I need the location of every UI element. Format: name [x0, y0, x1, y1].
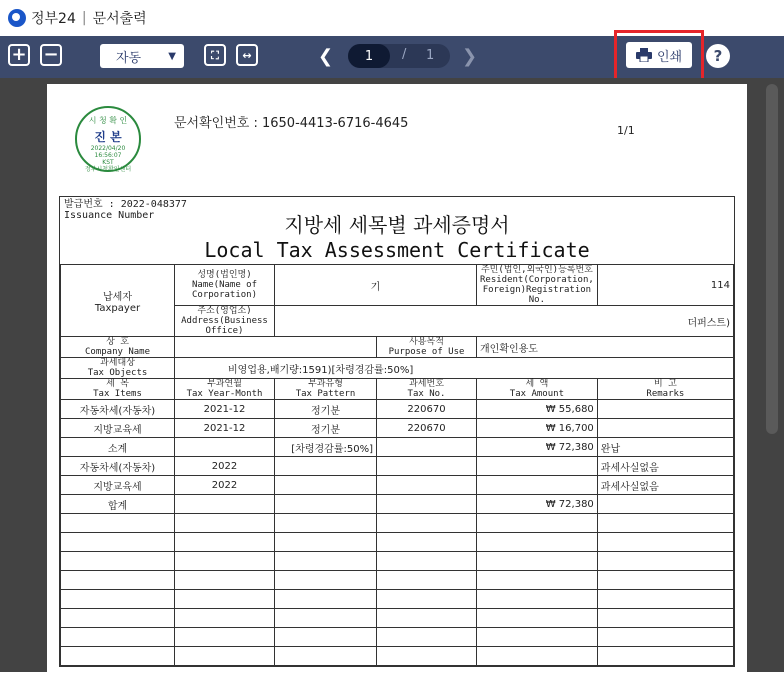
taxpayer-label-en: Taxpayer: [94, 302, 141, 314]
minus-icon: −: [43, 44, 59, 65]
table-cell: 과세사실없음: [597, 457, 733, 476]
empty-cell: [377, 533, 477, 552]
stamp-time: 16:56:07: [94, 152, 122, 159]
help-button[interactable]: [706, 44, 730, 68]
document-page: [47, 84, 747, 684]
table-cell: [275, 457, 377, 476]
purpose-label-en: Purpose of Use: [388, 347, 465, 357]
empty-cell: [377, 590, 477, 609]
empty-cell: [61, 552, 175, 571]
table-cell: 자동차세(자동차): [61, 400, 175, 419]
empty-cell: [377, 609, 477, 628]
table-cell: ₩ 72,380: [477, 495, 598, 514]
empty-cell: [61, 609, 175, 628]
empty-cell: [275, 647, 377, 666]
table-cell: ₩ 55,680: [477, 400, 598, 419]
table-row: [61, 495, 734, 514]
empty-cell: [477, 514, 598, 533]
objects-label-en: Tax Objects: [87, 368, 148, 378]
issuance-number: [64, 199, 187, 221]
certificate-title-en: Local Tax Assessment Certificate: [204, 238, 590, 262]
table-cell: [377, 438, 477, 457]
rrn-label: [477, 265, 598, 306]
print-label: 인쇄: [656, 49, 683, 65]
issuance-number-ko: 발급번호 : 2022-048377: [64, 199, 187, 210]
table-row: [61, 400, 734, 419]
table-row: [61, 438, 734, 457]
table-cell: 과세사실없음: [597, 476, 733, 495]
empty-cell: [597, 590, 733, 609]
table-cell: [차령경감률:50%]: [275, 438, 377, 457]
gov24-logo-icon: [8, 9, 26, 27]
empty-cell: [597, 552, 733, 571]
column-header: [61, 379, 175, 400]
column-header-en: Tax Items: [93, 389, 142, 399]
column-header-ko: 과세번호: [409, 379, 444, 389]
table-header-row: [61, 379, 734, 400]
empty-cell: [275, 609, 377, 628]
table-cell: [175, 495, 275, 514]
name-label-ko: 성명(법인명): [197, 270, 252, 280]
empty-cell: [597, 628, 733, 647]
empty-cell: [477, 552, 598, 571]
empty-cell: [175, 514, 275, 533]
empty-cell: [377, 628, 477, 647]
stamp-bottom-text: 정부시청확인센터: [84, 166, 132, 173]
address-label-en: Address(Business Office): [181, 316, 268, 336]
column-header-en: Tax Year-Month: [186, 389, 263, 399]
prev-page-button[interactable]: ❮: [318, 46, 334, 67]
zoom-in-button[interactable]: [8, 44, 30, 66]
table-cell: 2022: [175, 476, 275, 495]
empty-cell: [61, 628, 175, 647]
rrn-value: 114: [597, 265, 733, 306]
column-header-ko: 세 목: [106, 379, 129, 389]
empty-cell: [175, 590, 275, 609]
empty-cell: [275, 571, 377, 590]
table-cell: 220670: [377, 419, 477, 438]
empty-cell: [477, 590, 598, 609]
column-header-ko: 비 고: [653, 379, 677, 389]
table-cell: 정기분: [275, 400, 377, 419]
table-cell: 합계: [61, 495, 175, 514]
vertical-scrollbar[interactable]: [766, 84, 778, 434]
column-header: [175, 379, 275, 400]
company-row: [61, 337, 734, 358]
next-page-button[interactable]: ❯: [462, 46, 478, 67]
table-row: [61, 457, 734, 476]
table-cell: 220670: [377, 400, 477, 419]
app-name: 정부24: [31, 11, 76, 27]
table-cell: 2022: [175, 457, 275, 476]
fit-page-icon: ⛶: [211, 48, 219, 62]
empty-cell: [477, 628, 598, 647]
empty-cell: [61, 590, 175, 609]
empty-cell: [477, 609, 598, 628]
empty-cell: [275, 590, 377, 609]
print-highlight-box: [614, 30, 704, 82]
empty-cell: [597, 647, 733, 666]
table-cell: 정기분: [275, 419, 377, 438]
empty-row: [61, 628, 734, 647]
empty-cell: [61, 514, 175, 533]
table-cell: [275, 495, 377, 514]
chevron-down-icon: ▼: [168, 50, 176, 62]
column-header-en: Tax No.: [407, 389, 446, 399]
column-header-ko: 부과연월: [207, 379, 242, 389]
table-cell: 자동차세(자동차): [61, 457, 175, 476]
column-header-ko: 세 액: [525, 379, 549, 389]
column-header: [275, 379, 377, 400]
empty-row: [61, 514, 734, 533]
empty-cell: [175, 647, 275, 666]
empty-row: [61, 609, 734, 628]
stamp-main-text: 진 본: [94, 130, 122, 144]
current-page-input[interactable]: 1: [348, 44, 390, 68]
table-cell: 완납: [597, 438, 733, 457]
table-cell: [477, 457, 598, 476]
table-cell: [275, 476, 377, 495]
help-icon: ?: [713, 47, 723, 65]
page-separator: /: [402, 47, 407, 62]
document-viewer[interactable]: [0, 78, 784, 672]
fit-width-icon: ↔: [242, 48, 252, 62]
objects-value: [175, 358, 734, 379]
authenticity-stamp: [75, 106, 141, 172]
objects-label: [61, 358, 175, 379]
empty-cell: [275, 552, 377, 571]
certificate-frame: [59, 196, 735, 667]
column-header: [597, 379, 733, 400]
table-row: [61, 476, 734, 495]
empty-row: [61, 590, 734, 609]
table-cell: 지방교육세: [61, 419, 175, 438]
empty-cell: [175, 609, 275, 628]
taxpayer-label-ko: 납세자: [103, 291, 132, 303]
title-divider: |: [81, 10, 87, 26]
table-cell: 2021-12: [175, 400, 275, 419]
company-label-en: Company Name: [84, 347, 151, 357]
stamp-top-text: 시 청 확 인: [88, 116, 128, 125]
column-header: [377, 379, 477, 400]
zoom-select[interactable]: [100, 44, 184, 68]
taxpayer-label: [61, 265, 175, 337]
window-title: 문서출력: [92, 11, 147, 27]
zoom-out-button[interactable]: [40, 44, 62, 66]
empty-cell: [597, 571, 733, 590]
empty-cell: [275, 628, 377, 647]
address-label-ko: 주소(영업소): [197, 306, 252, 316]
rrn-label-en: Resident(Corporation, Foreign)Registration No.: [480, 275, 594, 305]
address-value: 더퍼스트): [275, 306, 734, 337]
empty-cell: [61, 647, 175, 666]
empty-row: [61, 647, 734, 666]
table-cell: [597, 495, 733, 514]
total-pages: 1: [426, 48, 435, 63]
company-value: [175, 337, 377, 358]
issuance-number-en: Issuance Number: [64, 210, 155, 221]
empty-cell: [477, 571, 598, 590]
table-cell: [377, 495, 477, 514]
empty-cell: [597, 609, 733, 628]
empty-row: [61, 552, 734, 571]
purpose-label: [377, 337, 477, 358]
empty-row: [61, 571, 734, 590]
table-cell: [477, 476, 598, 495]
name-label: [175, 265, 275, 306]
empty-cell: [477, 533, 598, 552]
column-header-en: Remarks: [646, 389, 685, 399]
rrn-label-ko: 주민(법인,외국인)등록번호: [480, 265, 593, 275]
table-cell: ₩ 72,380: [477, 438, 598, 457]
empty-row: [61, 533, 734, 552]
empty-cell: [377, 552, 477, 571]
table-cell: [377, 457, 477, 476]
empty-cell: [377, 647, 477, 666]
column-header-en: Tax Amount: [509, 389, 564, 399]
empty-cell: [275, 514, 377, 533]
empty-cell: [275, 533, 377, 552]
table-row: [61, 419, 734, 438]
empty-cell: [175, 628, 275, 647]
document-number: 문서확인번호 : 1650-4413-6716-4645: [174, 116, 409, 131]
empty-cell: [597, 514, 733, 533]
objects-row: [61, 358, 734, 379]
company-label-ko: 상 호: [106, 337, 129, 347]
fit-width-button[interactable]: [236, 44, 258, 66]
objects-value-text: 비영업용,배기량:1591)[차령경감률:50%]: [228, 364, 414, 376]
objects-label-ko: 과세대상: [100, 358, 135, 368]
taxpayer-row: [61, 265, 734, 306]
table-cell: [597, 419, 733, 438]
empty-cell: [477, 647, 598, 666]
empty-cell: [175, 533, 275, 552]
stamp-tz: KST: [102, 159, 114, 166]
stamp-date: 2022/04/20: [90, 145, 126, 152]
empty-cell: [597, 533, 733, 552]
table-cell: 소계: [61, 438, 175, 457]
table-cell: [175, 438, 275, 457]
empty-cell: [175, 552, 275, 571]
empty-cell: [377, 571, 477, 590]
column-header-ko: 부과유형: [308, 379, 343, 389]
table-cell: 2021-12: [175, 419, 275, 438]
table-cell: ₩ 16,700: [477, 419, 598, 438]
name-label-en: Name(Name of Corporation): [191, 280, 258, 300]
name-value: 기: [275, 265, 477, 306]
plus-icon: +: [11, 44, 27, 65]
page-counter: 1/1: [617, 124, 635, 137]
empty-cell: [175, 571, 275, 590]
purpose-label-ko: 사용목적: [409, 337, 444, 347]
fit-page-button[interactable]: [204, 44, 226, 66]
empty-cell: [61, 533, 175, 552]
empty-cell: [377, 514, 477, 533]
purpose-value: 개인확인용도: [477, 337, 734, 358]
zoom-select-value: 자동: [116, 50, 142, 66]
table-cell: [597, 400, 733, 419]
address-label: [175, 306, 275, 337]
table-cell: 지방교육세: [61, 476, 175, 495]
table-cell: [377, 476, 477, 495]
company-label: [61, 337, 175, 358]
empty-cell: [61, 571, 175, 590]
column-header: [477, 379, 598, 400]
page-indicator: [348, 44, 450, 68]
certificate-title-ko: 지방세 세목별 과세증명서: [284, 213, 510, 237]
tax-table: [60, 264, 734, 666]
column-header-en: Tax Pattern: [295, 389, 356, 399]
